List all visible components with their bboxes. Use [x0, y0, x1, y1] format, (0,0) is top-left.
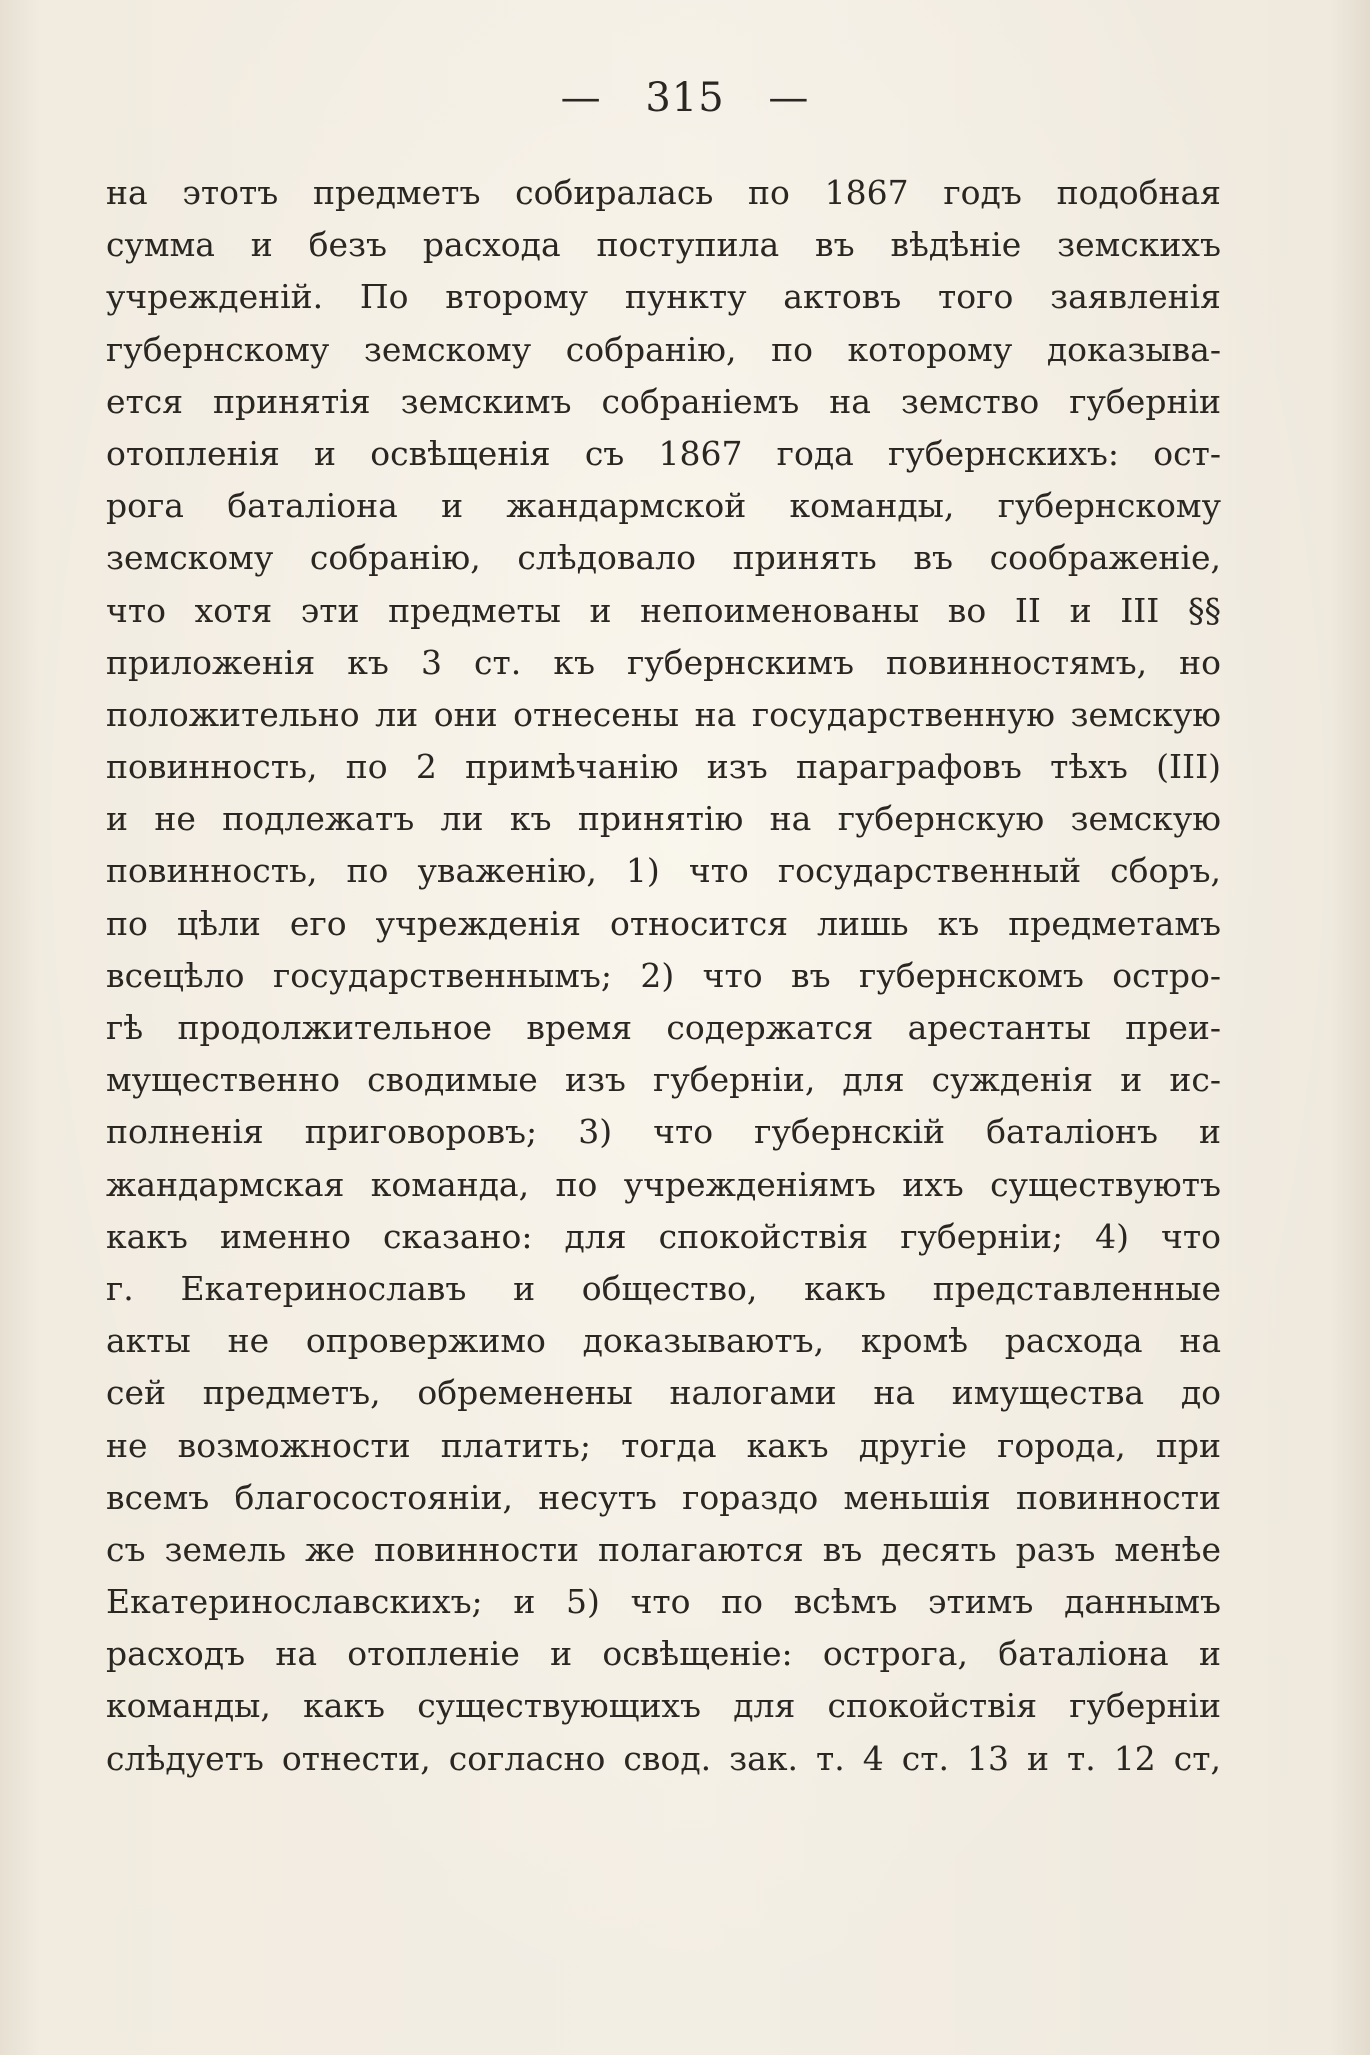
- text-line: гѣ продолжительное время содержатся арестанты преи-: [106, 1008, 1221, 1047]
- text-line: акты не опровержимо доказываютъ, кромѣ расхода на: [106, 1321, 1221, 1361]
- text-line: всемъ благосостояніи, несутъ гораздо меньшія повинности: [106, 1477, 1221, 1517]
- text-line: по цѣли его учрежденія относится лишь къ предметамъ: [106, 903, 1221, 943]
- page-number: 315: [645, 75, 725, 121]
- text-line: что хотя эти предметы и непоименованы во II и III §§: [106, 590, 1221, 630]
- text-line: приложенія къ 3 ст. къ губернскимъ повинностямъ, но: [106, 642, 1221, 682]
- text-line: и не подлежатъ ли къ принятію на губернскую земскую: [106, 799, 1221, 839]
- text-line: учрежденій. По второму пункту актовъ того заявленія: [106, 277, 1221, 317]
- text-line: съ земель же повинности полагаются въ десять разъ менѣе: [106, 1529, 1221, 1569]
- text-line: положительно ли они отнесены на государственную земскую: [106, 694, 1221, 734]
- text-line: сумма и безъ расхода поступила въ вѣдѣніе земскихъ: [106, 225, 1221, 265]
- text-line: всецѣло государственнымъ; 2) что въ губернскомъ остро-: [106, 955, 1221, 995]
- text-line: повинность, по 2 примѣчанію изъ параграфовъ тѣхъ (III): [106, 747, 1221, 787]
- header-dash-right: —: [768, 75, 810, 121]
- text-line: на этотъ предметъ собиралась по 1867 годъ подобная: [106, 173, 1221, 212]
- text-line: повинность, по уваженію, 1) что государственный сборъ,: [106, 851, 1221, 891]
- text-line: полненія приговоровъ; 3) что губернскій баталіонъ и: [106, 1112, 1221, 1152]
- text-line: ется принятія земскимъ собраніемъ на земство губерніи: [106, 381, 1221, 421]
- body-text: [106, 167, 1221, 1785]
- page-header: [0, 70, 1370, 126]
- text-line: мущественно сводимые изъ губерніи, для сужденія и ис-: [106, 1060, 1221, 1100]
- text-line: жандармская команда, по учрежденіямъ ихъ существуютъ: [106, 1164, 1221, 1204]
- text-line: сей предметъ, обременены налогами на имущества до: [106, 1373, 1221, 1413]
- text-line: Екатеринославскихъ; и 5) что по всѣмъ этимъ даннымъ: [106, 1582, 1221, 1622]
- text-line: команды, какъ существующихъ для спокойствія губерніи: [106, 1686, 1221, 1726]
- text-line: расходъ на отопленіе и освѣщеніе: острога, баталіона и: [106, 1634, 1221, 1674]
- text-line: рога баталіона и жандармской команды, губернскому: [106, 486, 1221, 526]
- text-line: слѣдуетъ отнести, согласно свод. зак. т. 4 ст. 13 и т. 12 ст,: [106, 1738, 1221, 1778]
- text-line: какъ именно сказано: для спокойствія губерніи; 4) что: [106, 1216, 1221, 1256]
- text-line: губернскому земскому собранію, по которому доказыва-: [106, 329, 1221, 369]
- text-line: не возможности платить; тогда какъ другіе города, при: [106, 1425, 1221, 1465]
- header-dash-left: —: [560, 75, 602, 121]
- text-line: земскому собранію, слѣдовало принять въ соображеніе,: [106, 538, 1221, 578]
- text-line: отопленія и освѣщенія съ 1867 года губернскихъ: ост-: [106, 433, 1221, 473]
- text-line: г. Екатеринославъ и общество, какъ представленные: [106, 1268, 1221, 1308]
